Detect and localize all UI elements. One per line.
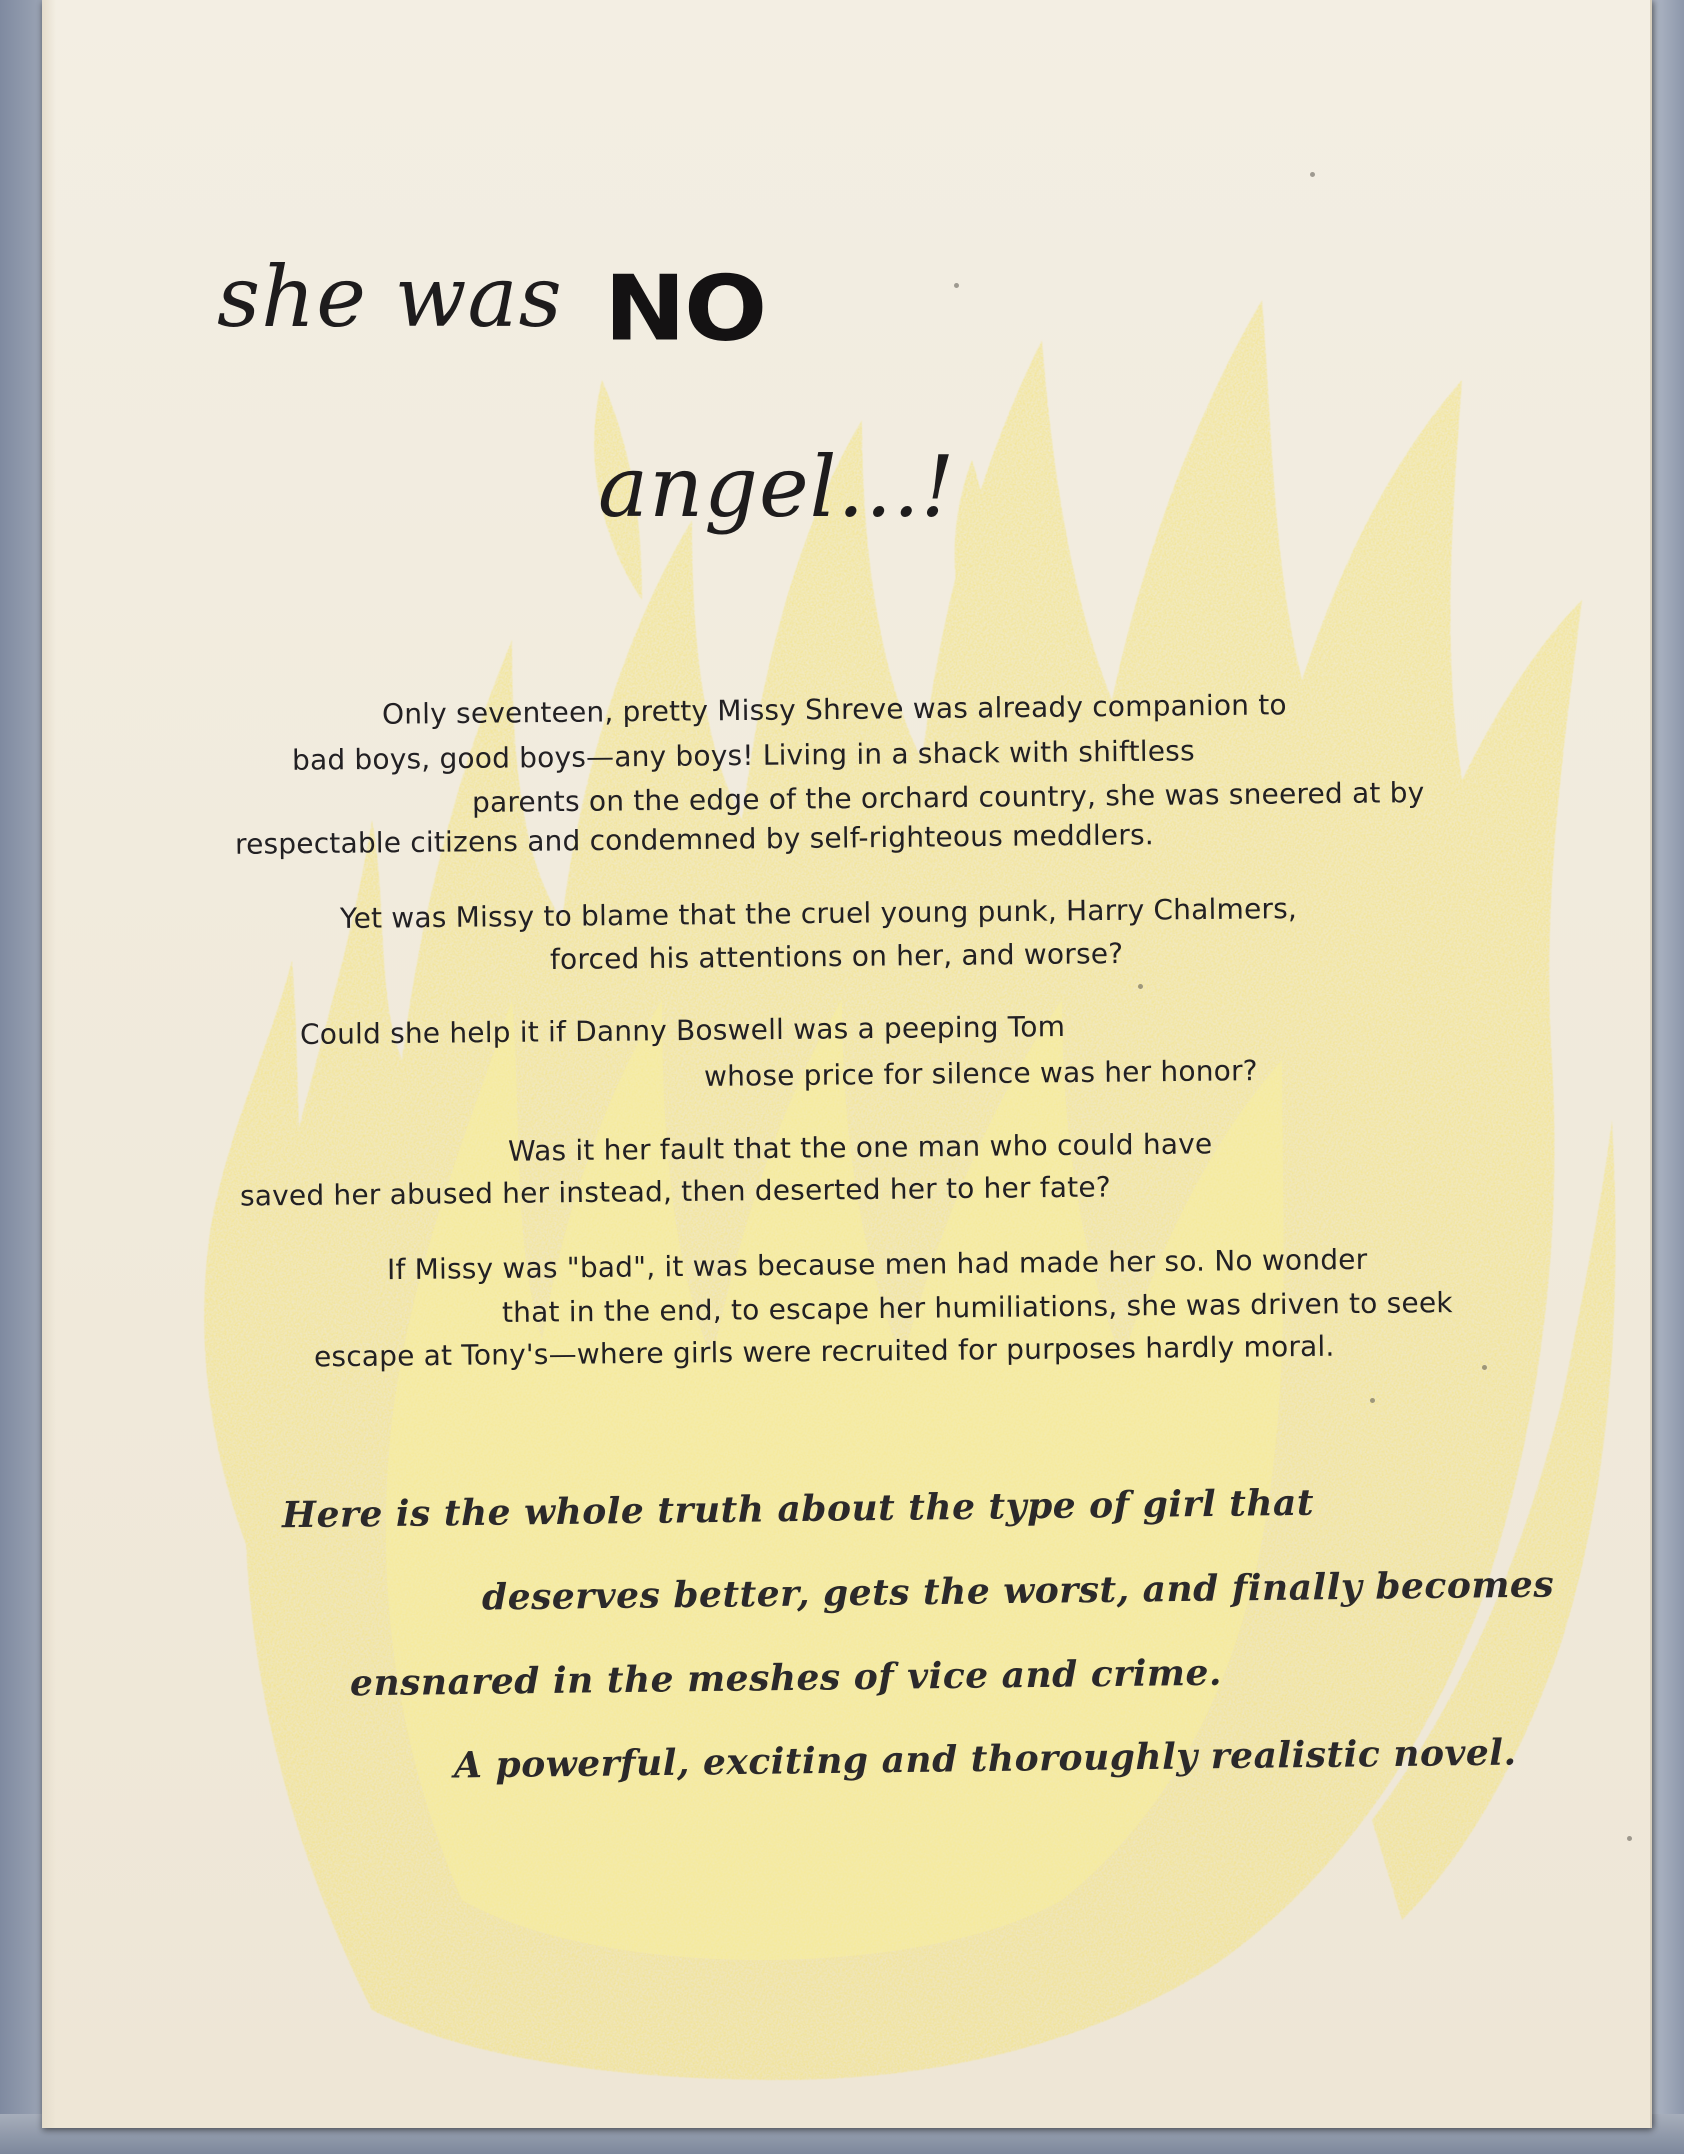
paper-speck [1138,984,1143,989]
blurb-line: Could she help it if Danny Boswell was a peeping Tom [299,1009,1066,1052]
headline-angel: angel...! [598,438,956,536]
blurb-line: escape at Tony's—where girls were recruited for purposes hardly moral. [313,1329,1335,1374]
paper-speck [1627,1836,1632,1841]
blurb-line: forced his attentions on her, and worse? [549,936,1124,977]
book-back-cover [42,0,1652,2128]
blurb-line: Was it her fault that the one man who could have [507,1127,1213,1168]
paper-speck [1482,1365,1487,1370]
blurb-line: Yet was Missy to blame that the cruel young punk, Harry Chalmers, [339,891,1298,936]
tagline-line: A powerful, exciting and thoroughly realistic novel. [453,1731,1517,1787]
headline-no: NO [604,256,766,362]
blurb-line: whose price for silence was her honor? [703,1054,1258,1093]
tagline-line: deserves better, gets the worst, and finally becomes [481,1563,1555,1619]
blurb-line: If Missy was "bad", it was because men had made her so. No wonder [386,1242,1368,1287]
blurb-line: that in the end, to escape her humiliations, she was driven to seek [501,1286,1453,1329]
tagline-line: ensnared in the meshes of vice and crime. [349,1651,1223,1705]
blurb-line: bad boys, good boys—any boys! Living in a shack with shiftless [291,734,1195,777]
paper-speck [1310,172,1315,177]
headline-line-2 [598,438,955,536]
paper-speck [1370,1398,1375,1403]
blurb-line: Only seventeen, pretty Missy Shreve was already companion to [381,688,1287,731]
headline-line-1 [217,248,563,346]
headline-she-was: she was [217,248,563,346]
tagline-line: Here is the whole truth about the type of girl that [281,1481,1315,1537]
blurb-line: respectable citizens and condemned by self-righteous meddlers. [234,818,1155,861]
blurb-line: saved her abused her instead, then deserted her to her fate? [239,1170,1112,1213]
paper-speck [954,283,959,288]
blurb-line: parents on the edge of the orchard country, she was sneered at by [471,776,1425,819]
